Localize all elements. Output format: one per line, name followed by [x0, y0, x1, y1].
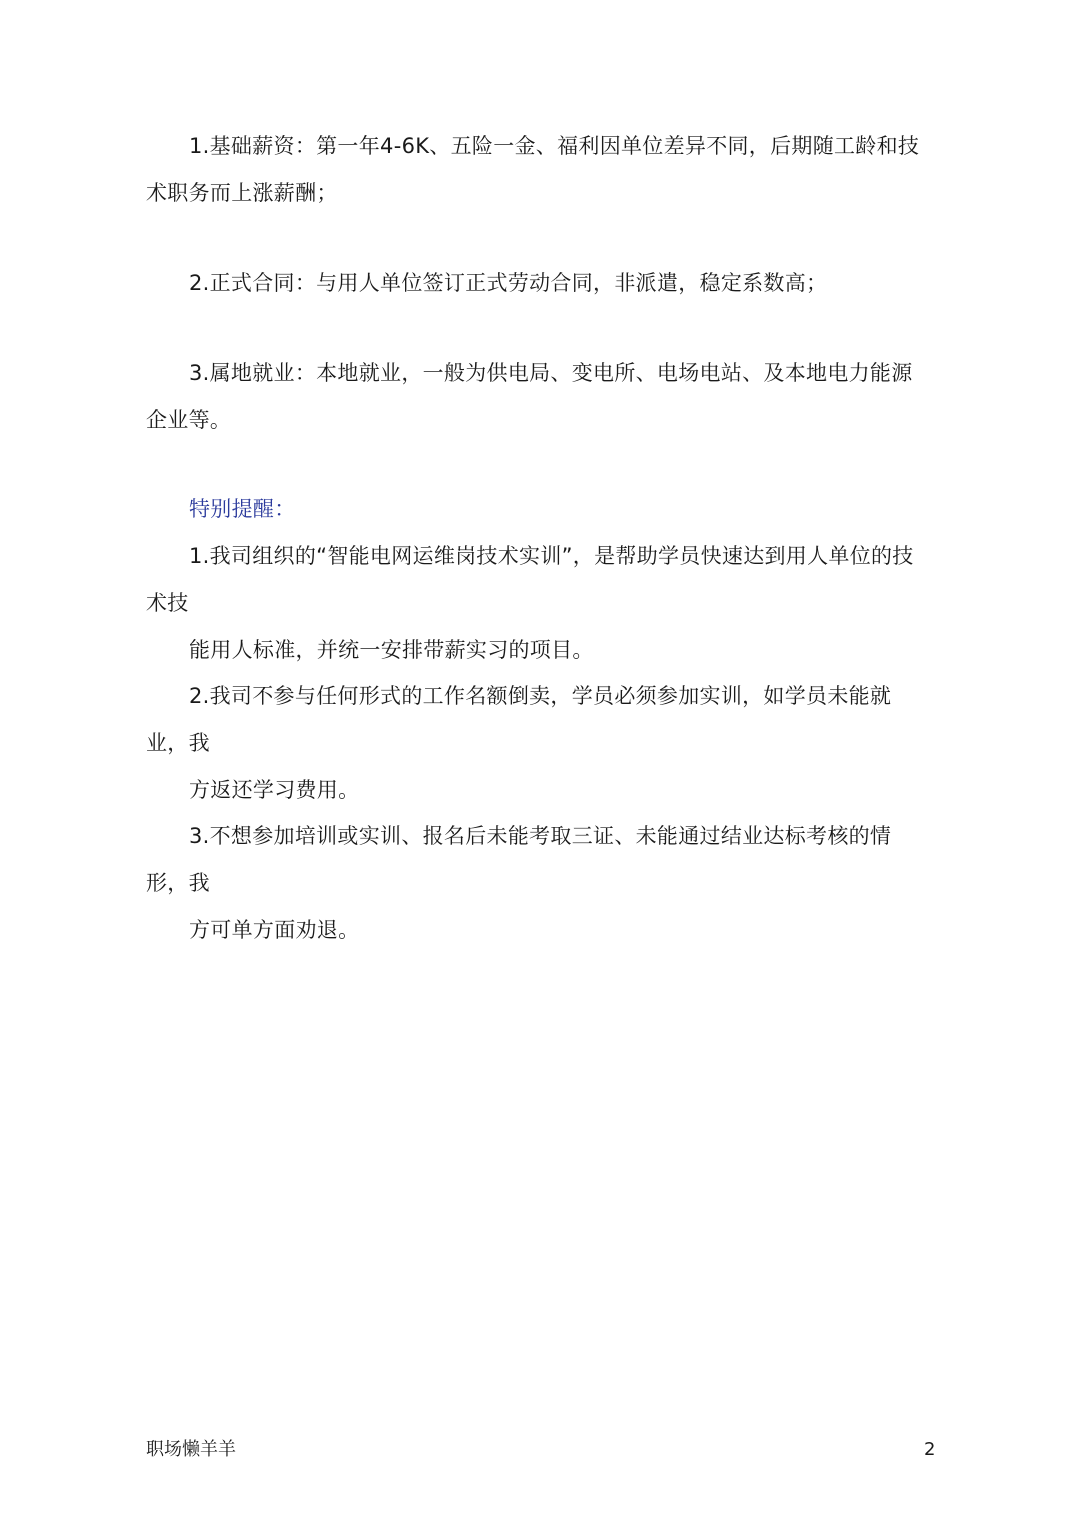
footer-author: 职场懒羊羊 — [146, 1439, 236, 1460]
reminder-heading: 特别提醒： — [189, 497, 296, 521]
benefit-salary-line-1: 1.基础薪资：第一年4-6K、五险一金、福利因单位差异不同，后期随工龄和技 — [189, 134, 920, 158]
benefit-local-line-2: 企业等。 — [146, 408, 232, 432]
reminder-item1-line-2: 术技 — [146, 591, 189, 615]
reminder-item3-line-2: 形，我 — [146, 871, 210, 895]
page-number: 2 — [924, 1439, 936, 1460]
reminder-item1-line-1: 1.我司组织的“智能电网运维岗技术实训”，是帮助学员快速达到用人单位的技 — [189, 544, 914, 568]
benefit-salary-line-2: 术职务而上涨薪酬； — [146, 181, 338, 205]
benefit-local-line-1: 3.属地就业：本地就业，一般为供电局、变电所、电场电站、及本地电力能源 — [189, 361, 913, 385]
reminder-item2-line-1: 2.我司不参与任何形式的工作名额倒卖，学员必须参加实训，如学员未能就 — [189, 684, 892, 708]
reminder-item3-line-1: 3.不想参加培训或实训、报名后未能考取三证、未能通过结业达标考核的情 — [189, 824, 892, 848]
reminder-item3-line-3: 方可单方面劝退。 — [189, 918, 360, 942]
reminder-item2-line-3: 方返还学习费用。 — [189, 778, 360, 802]
reminder-item2-line-2: 业，我 — [146, 731, 210, 755]
benefit-contract-line-1: 2.正式合同：与用人单位签订正式劳动合同，非派遣，稳定系数高； — [189, 271, 828, 295]
reminder-item1-line-3: 能用人标准，并统一安排带薪实习的项目。 — [189, 638, 594, 662]
